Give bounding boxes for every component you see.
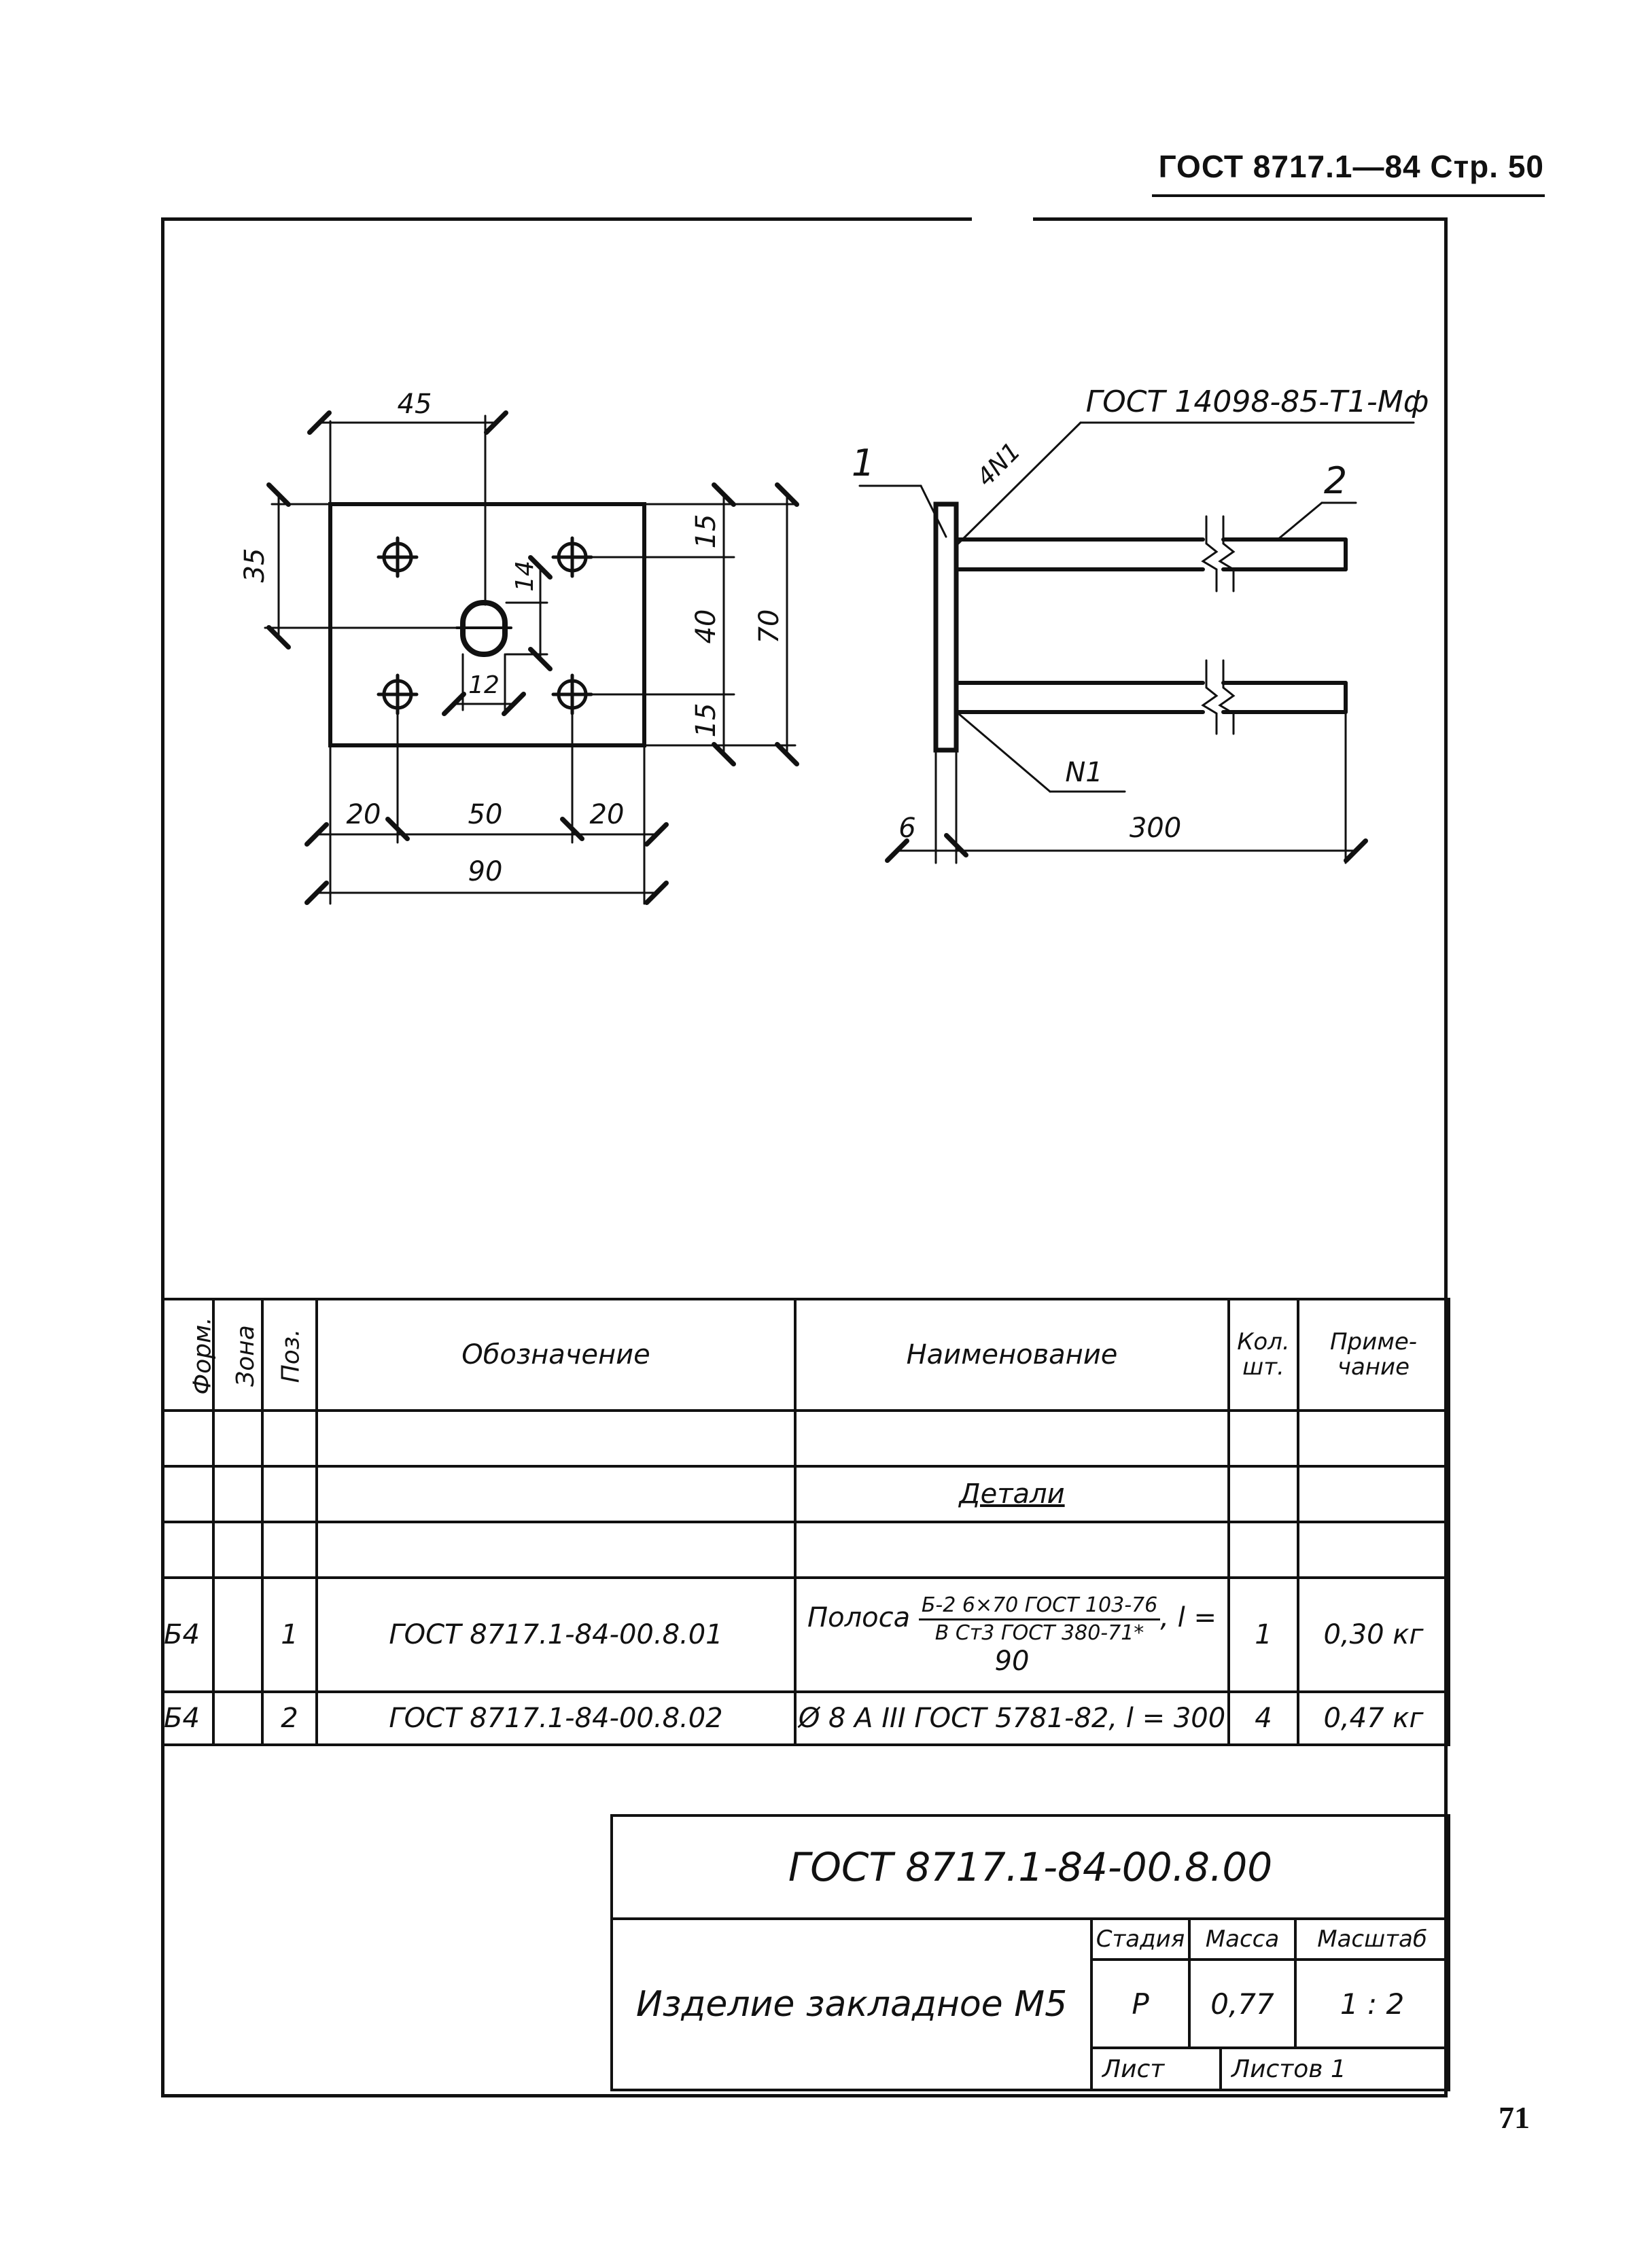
section-title: Детали	[959, 1478, 1065, 1510]
dim-left-35: 35	[239, 548, 270, 583]
col-designation-header: Обозначение	[317, 1299, 795, 1411]
spec-header-row	[162, 1299, 1449, 1411]
row1-note: 0,30 кг	[1298, 1578, 1449, 1692]
dim-bottom-20-right: 20	[589, 799, 625, 830]
table-row	[162, 1578, 1449, 1692]
plate-section	[936, 504, 956, 750]
weld-standard-label: ГОСТ 14098-85-Т1-Мф	[1085, 385, 1429, 419]
plan-view	[265, 416, 795, 904]
dim-top-45: 45	[397, 389, 432, 420]
col-qty-header: Кол. шт.	[1229, 1299, 1298, 1411]
mass-value: 0,77	[1189, 1960, 1295, 2048]
page-number: 71	[1499, 2100, 1530, 2135]
row1-name	[795, 1578, 1229, 1692]
row2-designation: ГОСТ 8717.1-84-00.8.02	[317, 1692, 795, 1745]
dim-hole-12: 12	[468, 671, 500, 699]
row2-note: 0,47 кг	[1298, 1692, 1449, 1745]
row2-pos: 2	[262, 1692, 317, 1745]
row1-name-denominator: В Ст3 ГОСТ 380-71*	[934, 1620, 1144, 1645]
plate-outline	[330, 504, 644, 745]
dim-bottom-90: 90	[468, 856, 503, 887]
row2-name: Ø 8 А III ГОСТ 5781-82, l = 300	[795, 1692, 1229, 1745]
col-zone-header: Зона	[213, 1299, 262, 1411]
product-name: Изделие закладное М5	[612, 1919, 1091, 2090]
table-row	[162, 1522, 1449, 1578]
anchor-rods	[956, 539, 1346, 712]
stage-value: Р	[1091, 1960, 1189, 2048]
col-note-header: Приме- чание	[1298, 1299, 1449, 1411]
break-symbols	[1203, 516, 1234, 734]
row1-qty: 1	[1229, 1578, 1298, 1692]
sheets-label: Листов 1	[1221, 2048, 1449, 2090]
row1-name-suffix: , l = 90	[994, 1602, 1217, 1677]
doc-code: ГОСТ 8717.1-84-00.8.00	[612, 1815, 1449, 1919]
row2-format: Б4	[162, 1692, 213, 1745]
mass-label: Масса	[1189, 1919, 1295, 1960]
scale-label: Масштаб	[1295, 1919, 1449, 1960]
dim-bottom-50: 50	[468, 799, 503, 830]
weld-code-4n1: 4N1	[971, 437, 1027, 493]
row1-name-fraction	[919, 1593, 1160, 1646]
row1-pos: 1	[262, 1578, 317, 1692]
title-block	[610, 1814, 1450, 2091]
scale-value: 1 : 2	[1295, 1960, 1449, 2048]
dim-hole-14: 14	[511, 561, 539, 592]
position-2-label: 2	[1323, 459, 1348, 502]
table-row	[162, 1411, 1449, 1466]
col-format-header: Форм.	[162, 1299, 213, 1411]
row1-name-numerator: Б-2 6×70 ГОСТ 103-76	[919, 1593, 1160, 1620]
dim-bottom-20-left: 20	[346, 799, 381, 830]
weld-code-n1: N1	[1065, 757, 1103, 788]
specification-table	[161, 1298, 1450, 1746]
table-row	[162, 1466, 1449, 1522]
page-header: ГОСТ 8717.1—84 Стр. 50	[1158, 149, 1544, 184]
table-row	[162, 1692, 1449, 1745]
stage-label: Стадия	[1091, 1919, 1189, 1960]
dim-thickness-6: 6	[898, 813, 916, 844]
row1-name-prefix: Полоса	[807, 1602, 911, 1633]
dim-right-15-bottom: 15	[690, 703, 722, 738]
col-name-header: Наименование	[795, 1299, 1229, 1411]
row1-designation: ГОСТ 8717.1-84-00.8.01	[317, 1578, 795, 1692]
sheet-label: Лист	[1091, 2048, 1221, 2090]
row2-qty: 4	[1229, 1692, 1298, 1745]
position-1-label: 1	[851, 442, 875, 484]
dim-right-15-top: 15	[690, 514, 722, 549]
row2-zone	[213, 1692, 262, 1745]
row1-zone	[213, 1578, 262, 1692]
dim-length-300: 300	[1129, 813, 1182, 844]
col-pos-header: Поз.	[262, 1299, 317, 1411]
dim-right-70: 70	[754, 609, 785, 644]
dim-right-40: 40	[690, 609, 722, 644]
row1-format: Б4	[162, 1578, 213, 1692]
